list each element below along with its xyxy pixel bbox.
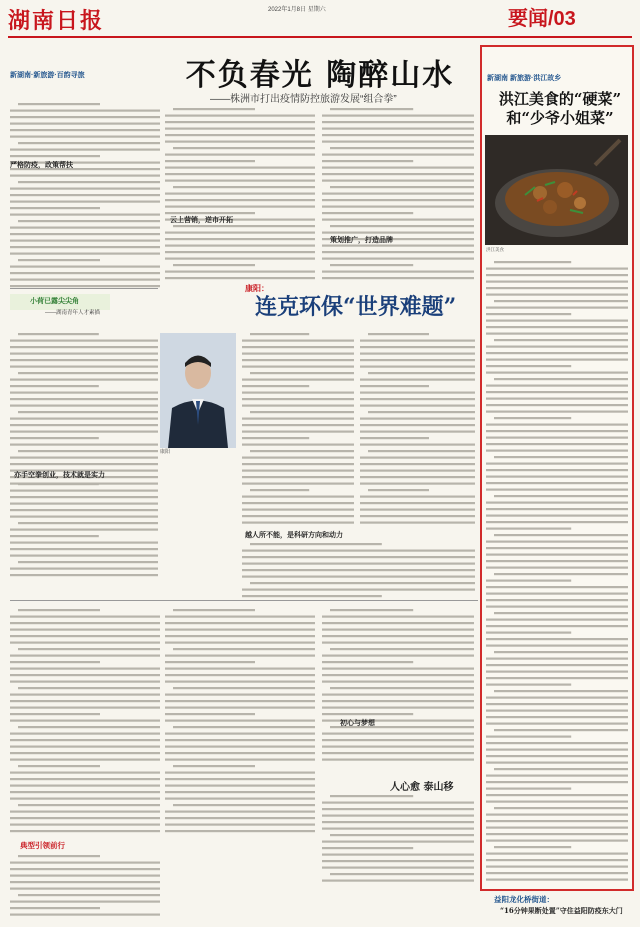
mid-headline: 连克环保“世界难题” (255, 294, 457, 320)
left-body (10, 330, 158, 490)
body-text-lines (10, 330, 158, 490)
rule (10, 288, 158, 289)
sidebar-kicker: 新湖南 新旅游·洪江故乡 (487, 75, 562, 82)
portrait-caption: 康阳 (160, 449, 171, 455)
food-photo-illustration (485, 135, 628, 245)
mid-body-col1 (242, 330, 354, 530)
body-text-lines (165, 105, 315, 285)
mid-kicker: 康阳： (245, 284, 269, 293)
lead-body-col2 (165, 105, 315, 285)
left-kicker: 小荷已露尖尖角 (30, 298, 79, 305)
sidebar-headline (490, 90, 630, 128)
left-body-2 (10, 480, 158, 580)
portrait-photo (160, 333, 236, 448)
mid-body-3 (242, 540, 475, 600)
lead-body-col3 (322, 105, 474, 285)
body-text-lines (242, 330, 354, 530)
body-text-lines (322, 105, 474, 285)
lead-headline: 不负春光 陶醉山水 (185, 58, 455, 93)
body-text-lines (486, 258, 628, 886)
bottom-body-col3 (322, 606, 474, 766)
left-bottom-body (10, 852, 160, 922)
portrait-figure (160, 333, 236, 448)
photo-caption: 洪江美食 (486, 247, 504, 252)
lead-subsection-3: 策划推广，打造品牌 (330, 237, 393, 244)
bottom-body-col1 (10, 606, 160, 836)
mid-subsection-1: 越人所不能，是科研方向和动力 (245, 532, 343, 539)
body-text-lines (165, 606, 315, 836)
mid-subsection-2: 初心与梦想 (340, 720, 375, 727)
lead-subhead: ——株洲市打出疫情防控旅游发展“组合拳” (210, 94, 397, 105)
corner-headline: “16分钟果断处置”守住益阳防疫东大门 (500, 906, 623, 915)
sidebar-headline-line1: 洪江美食的“硬菜” (498, 90, 622, 108)
body-text-lines (322, 792, 474, 887)
sidebar-body (486, 258, 628, 886)
lead-body-col1 (10, 100, 160, 290)
body-text-lines (360, 330, 475, 530)
lead-kicker: 新湖南·新旅游·百韵寻旅 (10, 72, 85, 79)
mid-body-col2 (360, 330, 475, 530)
header-rule (8, 36, 632, 38)
lead-subsection-2: 云上营销，逆市开拓 (170, 217, 233, 224)
bottom-body-col4 (322, 792, 474, 887)
body-text-lines (10, 606, 160, 836)
bottom-body-col2 (165, 606, 315, 836)
left-bottom-title: 典型引领前行 (20, 841, 65, 850)
sidebar-headline-line2: 和“少爷小姐菜” (506, 109, 614, 127)
bottom-headline: 人心愈 泰山移 (390, 782, 454, 793)
lead-subsection-1: 严格防疫，政策帮扶 (10, 162, 73, 169)
rule (10, 600, 478, 601)
left-kicker-sub: ——湖南青年人才素描 (45, 310, 101, 316)
section-title: 要闻/03 (508, 8, 576, 30)
body-text-lines (322, 606, 474, 766)
dateline: 2022年1月8日 星期六 (268, 7, 326, 13)
newspaper-logo: 湖南日报 (8, 8, 105, 34)
body-text-lines (10, 100, 160, 290)
left-subsection-1: 亦手空拳创业，技术就是实力 (14, 472, 105, 479)
food-photo (485, 135, 628, 245)
corner-kicker: 益阳龙化桥街道： (494, 895, 554, 904)
body-text-lines (10, 852, 160, 922)
body-text-lines (242, 540, 475, 600)
body-text-lines (10, 480, 158, 580)
